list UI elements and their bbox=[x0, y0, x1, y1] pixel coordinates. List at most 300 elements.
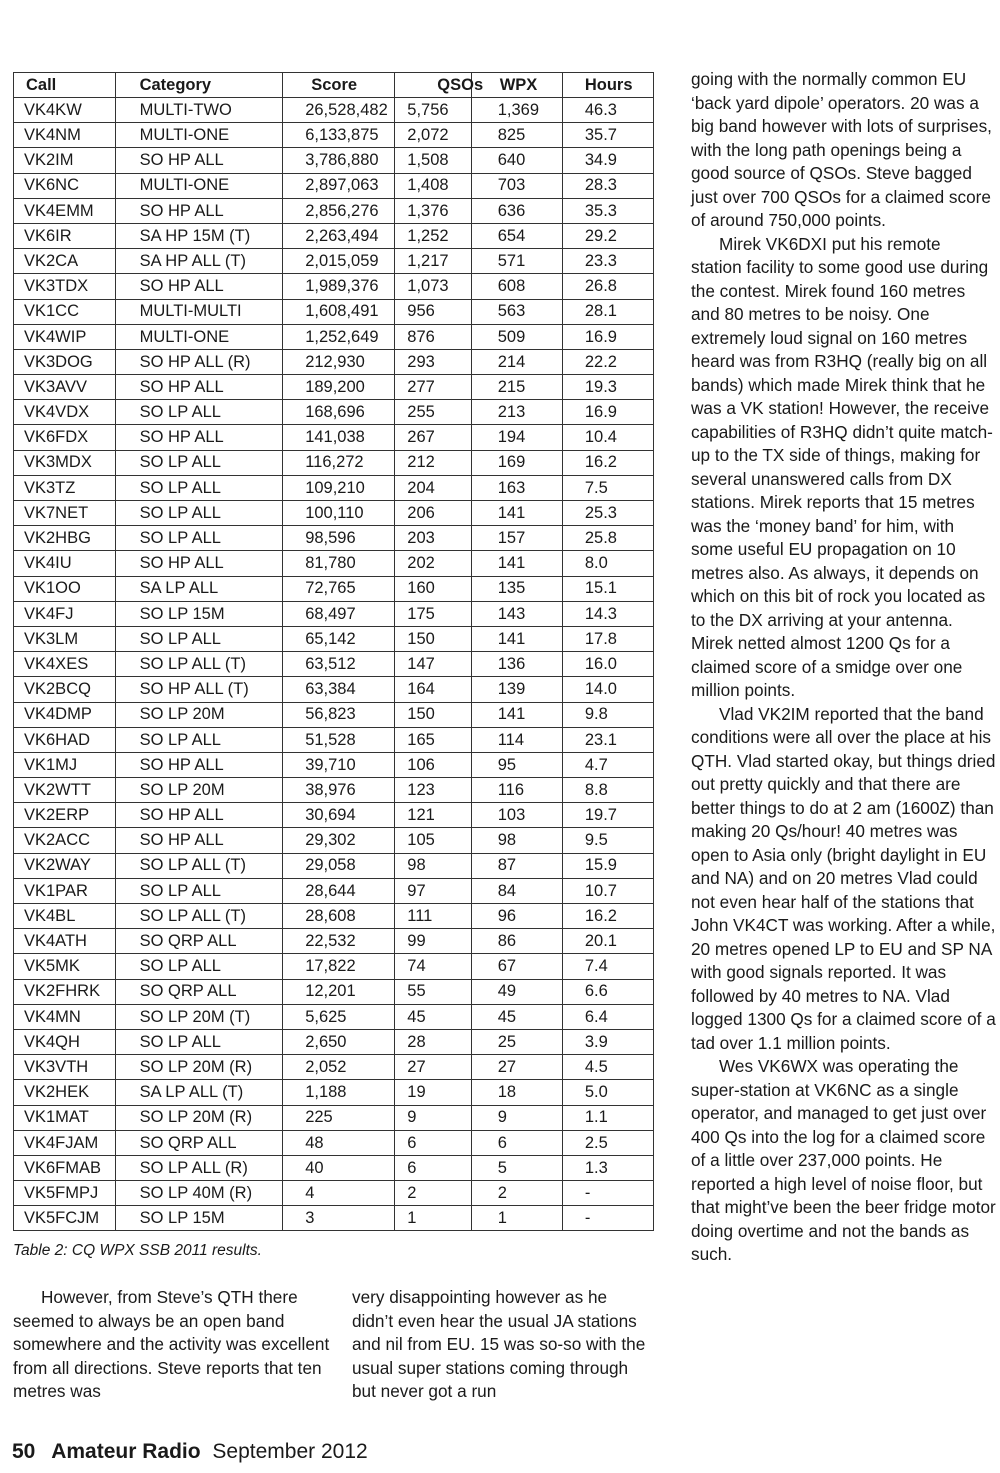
cell-category: SO LP 20M bbox=[115, 702, 283, 727]
table-row bbox=[14, 98, 654, 123]
cell-qsos: 293 bbox=[395, 349, 471, 374]
cell-category: SO HP ALL bbox=[115, 375, 283, 400]
cell-score: 98,596 bbox=[283, 526, 395, 551]
table-row bbox=[14, 324, 654, 349]
cell-qsos: 204 bbox=[395, 475, 471, 500]
cell-score: 100,110 bbox=[283, 501, 395, 526]
cell-qsos: 165 bbox=[395, 727, 471, 752]
issue-date: September 2012 bbox=[212, 1440, 368, 1463]
table-row bbox=[14, 878, 654, 903]
cell-category: SO QRP ALL bbox=[115, 1130, 283, 1155]
cell-hours: 15.1 bbox=[562, 576, 653, 601]
paragraph: Mirek VK6DXI put his remote station facility to some good use during the contest. Mirek found 160 metres and 80 metres to be noisy. One extremely loud signal on 160 metres heard was from R3HQ (really big on all bands) which made Mirek think that he was a VK station! However, the receive capabilities of R3HQ didn’t quite match-up to the TX side of things, making for several unanswered calls from DX stations. Mirek reports that 15 metres was the ‘money band’ for him, with some useful EU propagation on 10 metres also. As always, it depends on which on this bit of rock you located as to the DX arriving at your antenna. Mirek netted almost 1200 Qs for a claimed score of a smidge over one million points. bbox=[691, 233, 993, 700]
table-row bbox=[14, 954, 654, 979]
cell-hours: 20.1 bbox=[562, 929, 653, 954]
cell-hours: 35.7 bbox=[562, 123, 653, 148]
table-row bbox=[14, 904, 654, 929]
cell-qsos: 876 bbox=[395, 324, 471, 349]
cell-hours: 8.8 bbox=[562, 778, 653, 803]
cell-wpx: 214 bbox=[471, 349, 562, 374]
cell-call: VK4WIP bbox=[14, 324, 116, 349]
table-row bbox=[14, 1105, 654, 1130]
cell-hours: 6.4 bbox=[562, 1004, 653, 1029]
cell-category: MULTI-MULTI bbox=[115, 299, 283, 324]
cell-hours: 26.8 bbox=[562, 274, 653, 299]
cell-score: 1,608,491 bbox=[283, 299, 395, 324]
cell-hours: 28.1 bbox=[562, 299, 653, 324]
cell-hours: - bbox=[562, 1206, 653, 1231]
cell-call: VK3MDX bbox=[14, 450, 116, 475]
cell-hours: 19.3 bbox=[562, 375, 653, 400]
cell-score: 56,823 bbox=[283, 702, 395, 727]
header-score: Score bbox=[283, 73, 395, 98]
cell-hours: 25.8 bbox=[562, 526, 653, 551]
cell-qsos: 111 bbox=[395, 904, 471, 929]
cell-qsos: 212 bbox=[395, 450, 471, 475]
cell-qsos: 1,376 bbox=[395, 198, 471, 223]
cell-category: SO HP ALL bbox=[115, 425, 283, 450]
cell-call: VK4FJ bbox=[14, 601, 116, 626]
cell-category: SO LP ALL bbox=[115, 450, 283, 475]
table-row bbox=[14, 400, 654, 425]
cell-wpx: 141 bbox=[471, 626, 562, 651]
cell-score: 116,272 bbox=[283, 450, 395, 475]
cell-category: SO LP ALL bbox=[115, 475, 283, 500]
cell-score: 1,252,649 bbox=[283, 324, 395, 349]
cell-category: SA HP 15M (T) bbox=[115, 223, 283, 248]
cell-score: 63,512 bbox=[283, 652, 395, 677]
cell-score: 81,780 bbox=[283, 551, 395, 576]
cell-call: VK2ACC bbox=[14, 828, 116, 853]
cell-call: VK2WAY bbox=[14, 853, 116, 878]
table-row bbox=[14, 929, 654, 954]
cell-call: VK3LM bbox=[14, 626, 116, 651]
cell-wpx: 213 bbox=[471, 400, 562, 425]
table-row bbox=[14, 349, 654, 374]
cell-wpx: 1,369 bbox=[471, 98, 562, 123]
cell-call: VK4XES bbox=[14, 652, 116, 677]
cell-call: VK1MJ bbox=[14, 752, 116, 777]
cell-score: 2,052 bbox=[283, 1055, 395, 1080]
cell-category: SO LP 15M bbox=[115, 601, 283, 626]
table-row bbox=[14, 727, 654, 752]
cell-category: SO LP ALL bbox=[115, 727, 283, 752]
cell-qsos: 5,756 bbox=[395, 98, 471, 123]
cell-qsos: 1,073 bbox=[395, 274, 471, 299]
cell-score: 12,201 bbox=[283, 979, 395, 1004]
cell-hours: 9.5 bbox=[562, 828, 653, 853]
results-table bbox=[13, 72, 654, 1231]
cell-call: VK2WTT bbox=[14, 778, 116, 803]
cell-wpx: 103 bbox=[471, 803, 562, 828]
cell-category: SA LP ALL (T) bbox=[115, 1080, 283, 1105]
cell-hours: 7.4 bbox=[562, 954, 653, 979]
header-hours: Hours bbox=[562, 73, 653, 98]
table-row bbox=[14, 601, 654, 626]
table-row bbox=[14, 1029, 654, 1054]
cell-wpx: 169 bbox=[471, 450, 562, 475]
cell-qsos: 6 bbox=[395, 1130, 471, 1155]
cell-hours: 14.3 bbox=[562, 601, 653, 626]
table-row bbox=[14, 299, 654, 324]
cell-qsos: 6 bbox=[395, 1155, 471, 1180]
article-column-left bbox=[13, 1286, 331, 1404]
table-row bbox=[14, 576, 654, 601]
cell-hours: 1.3 bbox=[562, 1155, 653, 1180]
cell-hours: 25.3 bbox=[562, 501, 653, 526]
cell-qsos: 1,408 bbox=[395, 173, 471, 198]
cell-category: SO LP ALL bbox=[115, 1029, 283, 1054]
cell-category: SO HP ALL bbox=[115, 803, 283, 828]
cell-wpx: 703 bbox=[471, 173, 562, 198]
cell-call: VK2CA bbox=[14, 249, 116, 274]
table-row bbox=[14, 148, 654, 173]
cell-category: SA HP ALL (T) bbox=[115, 249, 283, 274]
cell-qsos: 255 bbox=[395, 400, 471, 425]
cell-score: 29,302 bbox=[283, 828, 395, 853]
cell-qsos: 147 bbox=[395, 652, 471, 677]
cell-category: SO LP ALL bbox=[115, 626, 283, 651]
cell-hours: 4.7 bbox=[562, 752, 653, 777]
cell-wpx: 143 bbox=[471, 601, 562, 626]
cell-call: VK3TZ bbox=[14, 475, 116, 500]
cell-wpx: 654 bbox=[471, 223, 562, 248]
cell-hours: 5.0 bbox=[562, 1080, 653, 1105]
cell-hours: 6.6 bbox=[562, 979, 653, 1004]
cell-score: 68,497 bbox=[283, 601, 395, 626]
cell-score: 2,263,494 bbox=[283, 223, 395, 248]
cell-hours: 28.3 bbox=[562, 173, 653, 198]
cell-hours: 16.9 bbox=[562, 400, 653, 425]
table-row bbox=[14, 652, 654, 677]
cell-category: SO HP ALL bbox=[115, 148, 283, 173]
cell-score: 51,528 bbox=[283, 727, 395, 752]
table-row bbox=[14, 803, 654, 828]
cell-score: 141,038 bbox=[283, 425, 395, 450]
cell-score: 2,015,059 bbox=[283, 249, 395, 274]
cell-score: 2,650 bbox=[283, 1029, 395, 1054]
cell-wpx: 27 bbox=[471, 1055, 562, 1080]
cell-call: VK2BCQ bbox=[14, 677, 116, 702]
cell-category: SO HP ALL bbox=[115, 274, 283, 299]
cell-score: 28,608 bbox=[283, 904, 395, 929]
cell-score: 2,897,063 bbox=[283, 173, 395, 198]
table-row bbox=[14, 1130, 654, 1155]
cell-score: 3,786,880 bbox=[283, 148, 395, 173]
cell-qsos: 55 bbox=[395, 979, 471, 1004]
table-row bbox=[14, 1181, 654, 1206]
cell-score: 17,822 bbox=[283, 954, 395, 979]
cell-call: VK1OO bbox=[14, 576, 116, 601]
cell-wpx: 571 bbox=[471, 249, 562, 274]
cell-qsos: 1,217 bbox=[395, 249, 471, 274]
table-row bbox=[14, 853, 654, 878]
cell-qsos: 164 bbox=[395, 677, 471, 702]
cell-wpx: 640 bbox=[471, 148, 562, 173]
cell-hours: 23.1 bbox=[562, 727, 653, 752]
cell-call: VK5FCJM bbox=[14, 1206, 116, 1231]
cell-category: MULTI-ONE bbox=[115, 123, 283, 148]
cell-wpx: 2 bbox=[471, 1181, 562, 1206]
cell-wpx: 6 bbox=[471, 1130, 562, 1155]
cell-score: 4 bbox=[283, 1181, 395, 1206]
cell-qsos: 267 bbox=[395, 425, 471, 450]
header-qsos: QSOs bbox=[395, 73, 471, 98]
cell-score: 225 bbox=[283, 1105, 395, 1130]
cell-call: VK1CC bbox=[14, 299, 116, 324]
cell-category: SO LP ALL (R) bbox=[115, 1155, 283, 1180]
table-row bbox=[14, 677, 654, 702]
cell-wpx: 1 bbox=[471, 1206, 562, 1231]
cell-category: SO LP ALL (T) bbox=[115, 652, 283, 677]
cell-qsos: 98 bbox=[395, 853, 471, 878]
cell-call: VK4NM bbox=[14, 123, 116, 148]
cell-qsos: 121 bbox=[395, 803, 471, 828]
cell-call: VK1PAR bbox=[14, 878, 116, 903]
cell-wpx: 608 bbox=[471, 274, 562, 299]
cell-qsos: 203 bbox=[395, 526, 471, 551]
cell-category: SO QRP ALL bbox=[115, 929, 283, 954]
cell-qsos: 74 bbox=[395, 954, 471, 979]
header-call: Call bbox=[14, 73, 116, 98]
cell-hours: 22.2 bbox=[562, 349, 653, 374]
cell-category: SO HP ALL bbox=[115, 828, 283, 853]
table-row bbox=[14, 828, 654, 853]
cell-category: MULTI-TWO bbox=[115, 98, 283, 123]
cell-qsos: 2 bbox=[395, 1181, 471, 1206]
table-row bbox=[14, 450, 654, 475]
cell-category: SO HP ALL bbox=[115, 551, 283, 576]
cell-category: SO LP 20M (R) bbox=[115, 1105, 283, 1130]
table-row bbox=[14, 475, 654, 500]
cell-qsos: 1 bbox=[395, 1206, 471, 1231]
cell-wpx: 636 bbox=[471, 198, 562, 223]
cell-qsos: 9 bbox=[395, 1105, 471, 1130]
cell-call: VK2ERP bbox=[14, 803, 116, 828]
cell-wpx: 18 bbox=[471, 1080, 562, 1105]
cell-hours: 19.7 bbox=[562, 803, 653, 828]
cell-call: VK4DMP bbox=[14, 702, 116, 727]
cell-call: VK4QH bbox=[14, 1029, 116, 1054]
cell-score: 63,384 bbox=[283, 677, 395, 702]
cell-call: VK4IU bbox=[14, 551, 116, 576]
cell-wpx: 141 bbox=[471, 551, 562, 576]
table-row bbox=[14, 778, 654, 803]
cell-qsos: 105 bbox=[395, 828, 471, 853]
cell-qsos: 150 bbox=[395, 626, 471, 651]
cell-hours: 16.2 bbox=[562, 904, 653, 929]
table-row bbox=[14, 249, 654, 274]
table-row bbox=[14, 1080, 654, 1105]
cell-call: VK2IM bbox=[14, 148, 116, 173]
cell-category: SO LP 40M (R) bbox=[115, 1181, 283, 1206]
cell-call: VK3AVV bbox=[14, 375, 116, 400]
cell-wpx: 136 bbox=[471, 652, 562, 677]
table-row bbox=[14, 979, 654, 1004]
cell-category: SA LP ALL bbox=[115, 576, 283, 601]
table-body bbox=[14, 98, 654, 1231]
cell-category: SO HP ALL bbox=[115, 198, 283, 223]
cell-category: SO HP ALL (T) bbox=[115, 677, 283, 702]
cell-call: VK4VDX bbox=[14, 400, 116, 425]
cell-wpx: 98 bbox=[471, 828, 562, 853]
table-row bbox=[14, 501, 654, 526]
cell-score: 3 bbox=[283, 1206, 395, 1231]
cell-qsos: 27 bbox=[395, 1055, 471, 1080]
cell-wpx: 9 bbox=[471, 1105, 562, 1130]
cell-wpx: 87 bbox=[471, 853, 562, 878]
cell-hours: 4.5 bbox=[562, 1055, 653, 1080]
cell-call: VK5MK bbox=[14, 954, 116, 979]
cell-wpx: 45 bbox=[471, 1004, 562, 1029]
cell-wpx: 563 bbox=[471, 299, 562, 324]
cell-category: SO LP ALL bbox=[115, 400, 283, 425]
cell-score: 26,528,482 bbox=[283, 98, 395, 123]
cell-score: 2,856,276 bbox=[283, 198, 395, 223]
table-row bbox=[14, 626, 654, 651]
cell-score: 168,696 bbox=[283, 400, 395, 425]
cell-call: VK4EMM bbox=[14, 198, 116, 223]
table-row bbox=[14, 551, 654, 576]
cell-wpx: 141 bbox=[471, 501, 562, 526]
cell-call: VK2HEK bbox=[14, 1080, 116, 1105]
table-row bbox=[14, 1004, 654, 1029]
cell-call: VK3DOG bbox=[14, 349, 116, 374]
paragraph: Wes VK6WX was operating the super-station at VK6NC as a single operator, and managed to get just over 400 Qs into the log for a claimed score of a little over 237,000 points. He reported a high level of noise floor, but that might’ve been the beer fridge motor doing overtime and not the bands as such. bbox=[691, 1056, 996, 1264]
cell-category: SO LP 20M bbox=[115, 778, 283, 803]
magazine-title: Amateur Radio bbox=[51, 1440, 201, 1463]
cell-hours: 8.0 bbox=[562, 551, 653, 576]
table-row bbox=[14, 375, 654, 400]
cell-score: 39,710 bbox=[283, 752, 395, 777]
table-row bbox=[14, 526, 654, 551]
cell-wpx: 96 bbox=[471, 904, 562, 929]
table-row bbox=[14, 198, 654, 223]
cell-wpx: 114 bbox=[471, 727, 562, 752]
cell-qsos: 150 bbox=[395, 702, 471, 727]
cell-score: 1,188 bbox=[283, 1080, 395, 1105]
cell-wpx: 157 bbox=[471, 526, 562, 551]
cell-qsos: 99 bbox=[395, 929, 471, 954]
cell-call: VK6FDX bbox=[14, 425, 116, 450]
cell-score: 1,989,376 bbox=[283, 274, 395, 299]
cell-category: SO HP ALL (R) bbox=[115, 349, 283, 374]
cell-score: 30,694 bbox=[283, 803, 395, 828]
table-row bbox=[14, 223, 654, 248]
cell-score: 189,200 bbox=[283, 375, 395, 400]
cell-qsos: 202 bbox=[395, 551, 471, 576]
cell-call: VK2HBG bbox=[14, 526, 116, 551]
cell-qsos: 1,252 bbox=[395, 223, 471, 248]
table-row bbox=[14, 173, 654, 198]
cell-qsos: 206 bbox=[395, 501, 471, 526]
cell-hours: 16.2 bbox=[562, 450, 653, 475]
cell-hours: 46.3 bbox=[562, 98, 653, 123]
cell-wpx: 84 bbox=[471, 878, 562, 903]
cell-score: 109,210 bbox=[283, 475, 395, 500]
cell-hours: 2.5 bbox=[562, 1130, 653, 1155]
paragraph: Vlad VK2IM reported that the band conditions were all over the place at his QTH. Vlad started okay, but things dried out pretty quickly and that there are better things to do at 2 am (1600Z) than making 20 Qs/hour! 40 metres was open to Asia only (bright daylight in EU and NA) and on 20 metres Vlad could not even hear half of the stations that John VK4CT was working. After a while, 20 metres opened LP to EU and SP NA with good signals reported. It was followed by 40 metres to NA. Vlad logged 1300 Qs for a claimed score of a tad over 1.1 million points. bbox=[691, 703, 996, 1053]
cell-qsos: 97 bbox=[395, 878, 471, 903]
table-row bbox=[14, 425, 654, 450]
page-footer bbox=[12, 1440, 368, 1464]
cell-hours: 35.3 bbox=[562, 198, 653, 223]
cell-call: VK4ATH bbox=[14, 929, 116, 954]
page-number: 50 bbox=[12, 1440, 36, 1463]
cell-qsos: 956 bbox=[395, 299, 471, 324]
cell-wpx: 509 bbox=[471, 324, 562, 349]
table-header-row bbox=[14, 73, 654, 98]
cell-qsos: 106 bbox=[395, 752, 471, 777]
cell-wpx: 49 bbox=[471, 979, 562, 1004]
cell-qsos: 1,508 bbox=[395, 148, 471, 173]
cell-qsos: 277 bbox=[395, 375, 471, 400]
paragraph: going with the normally common EU ‘back yard dipole’ operators. 20 was a big band however with lots of surprises, with the long path openings being a good source of QSOs. Steve bagged just over 700 QSOs for a claimed score of around 750,000 points. bbox=[691, 69, 992, 230]
cell-qsos: 2,072 bbox=[395, 123, 471, 148]
cell-call: VK5FMPJ bbox=[14, 1181, 116, 1206]
cell-call: VK6HAD bbox=[14, 727, 116, 752]
table-caption: Table 2: CQ WPX SSB 2011 results. bbox=[13, 1242, 262, 1259]
cell-qsos: 45 bbox=[395, 1004, 471, 1029]
cell-wpx: 139 bbox=[471, 677, 562, 702]
cell-wpx: 135 bbox=[471, 576, 562, 601]
cell-qsos: 175 bbox=[395, 601, 471, 626]
cell-wpx: 86 bbox=[471, 929, 562, 954]
cell-call: VK4KW bbox=[14, 98, 116, 123]
cell-call: VK6NC bbox=[14, 173, 116, 198]
cell-qsos: 160 bbox=[395, 576, 471, 601]
cell-hours: 34.9 bbox=[562, 148, 653, 173]
cell-score: 40 bbox=[283, 1155, 395, 1180]
cell-hours: 23.3 bbox=[562, 249, 653, 274]
cell-wpx: 163 bbox=[471, 475, 562, 500]
cell-wpx: 194 bbox=[471, 425, 562, 450]
cell-category: SO QRP ALL bbox=[115, 979, 283, 1004]
cell-wpx: 67 bbox=[471, 954, 562, 979]
cell-score: 48 bbox=[283, 1130, 395, 1155]
cell-call: VK6FMAB bbox=[14, 1155, 116, 1180]
cell-hours: 1.1 bbox=[562, 1105, 653, 1130]
cell-category: SO LP ALL bbox=[115, 501, 283, 526]
header-category: Category bbox=[115, 73, 283, 98]
cell-call: VK7NET bbox=[14, 501, 116, 526]
cell-hours: 3.9 bbox=[562, 1029, 653, 1054]
paragraph: However, from Steve’s QTH there seemed to always be an open band somewhere and the activity was excellent from all directions. Steve reports that ten metres was bbox=[13, 1287, 330, 1401]
cell-hours: 9.8 bbox=[562, 702, 653, 727]
cell-call: VK6IR bbox=[14, 223, 116, 248]
cell-wpx: 116 bbox=[471, 778, 562, 803]
header-wpx: WPX bbox=[471, 73, 562, 98]
cell-category: SO LP ALL bbox=[115, 878, 283, 903]
cell-wpx: 5 bbox=[471, 1155, 562, 1180]
table-row bbox=[14, 1155, 654, 1180]
table-row bbox=[14, 702, 654, 727]
cell-category: SO LP ALL (T) bbox=[115, 904, 283, 929]
cell-wpx: 825 bbox=[471, 123, 562, 148]
cell-category: MULTI-ONE bbox=[115, 173, 283, 198]
cell-hours: 16.0 bbox=[562, 652, 653, 677]
cell-call: VK1MAT bbox=[14, 1105, 116, 1130]
cell-category: SO LP ALL (T) bbox=[115, 853, 283, 878]
cell-wpx: 141 bbox=[471, 702, 562, 727]
cell-hours: - bbox=[562, 1181, 653, 1206]
cell-category: MULTI-ONE bbox=[115, 324, 283, 349]
table-row bbox=[14, 1055, 654, 1080]
cell-hours: 7.5 bbox=[562, 475, 653, 500]
cell-category: SO LP 20M (T) bbox=[115, 1004, 283, 1029]
cell-score: 65,142 bbox=[283, 626, 395, 651]
cell-qsos: 19 bbox=[395, 1080, 471, 1105]
